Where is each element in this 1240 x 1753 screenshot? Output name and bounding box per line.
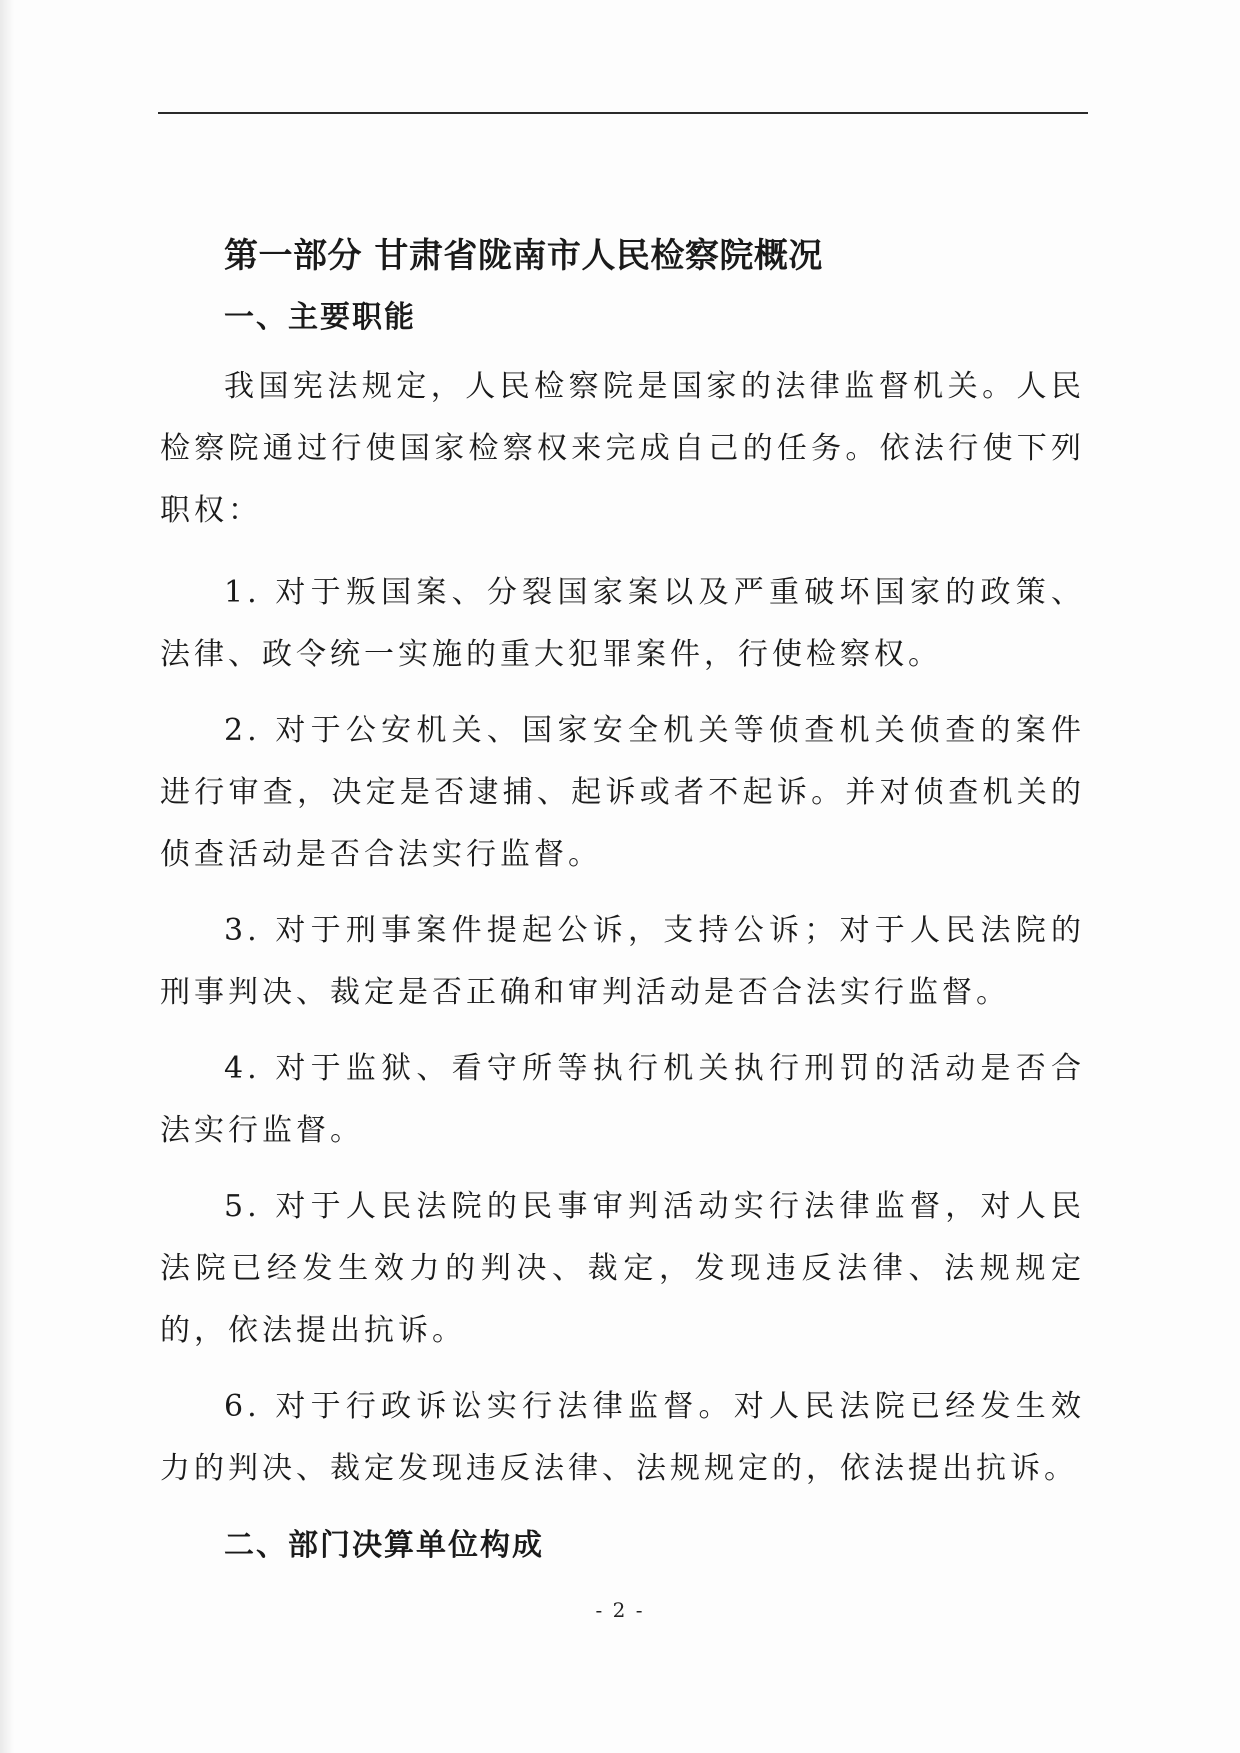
scan-edge-shadow xyxy=(0,0,14,1753)
function-item-2: 2. 对于公安机关、国家安全机关等侦查机关侦查的案件进行审查，决定是否逮捕、起诉或者不起诉。并对侦查机关的侦查活动是否合法实行监督。 xyxy=(160,713,1085,872)
function-item-6: 6. 对于行政诉讼实行法律监督。对人民法院已经发生效力的判决、裁定发现违反法律、法规规定的，依法提出抗诉。 xyxy=(160,1389,1085,1486)
page-number: - 2 - xyxy=(595,1598,645,1622)
document-body xyxy=(160,226,1085,1578)
section-heading-main-functions: 一、主要职能 xyxy=(224,300,416,335)
header-rule xyxy=(158,112,1088,114)
function-item-4: 4. 对于监狱、看守所等执行机关执行刑罚的活动是否合法实行监督。 xyxy=(160,1051,1085,1148)
function-item-1: 1. 对于叛国案、分裂国家案以及严重破坏国家的政策、法律、政令统一实施的重大犯罪案件，行使检察权。 xyxy=(160,575,1085,672)
section-heading-unit-composition: 二、部门决算单位构成 xyxy=(224,1528,544,1563)
function-item-5: 5. 对于人民法院的民事审判活动实行法律监督，对人民法院已经发生效力的判决、裁定，发现违反法律、法规规定的，依法提出抗诉。 xyxy=(160,1189,1085,1348)
function-item-3: 3. 对于刑事案件提起公诉，支持公诉；对于人民法院的刑事判决、裁定是否正确和审判活动是否合法实行监督。 xyxy=(160,913,1085,1010)
part-title: 第一部分 甘肃省陇南市人民检察院概况 xyxy=(224,236,823,276)
intro-paragraph: 我国宪法规定，人民检察院是国家的法律监督机关。人民检察院通过行使国家检察权来完成自己的任务。依法行使下列职权： xyxy=(160,369,1085,528)
